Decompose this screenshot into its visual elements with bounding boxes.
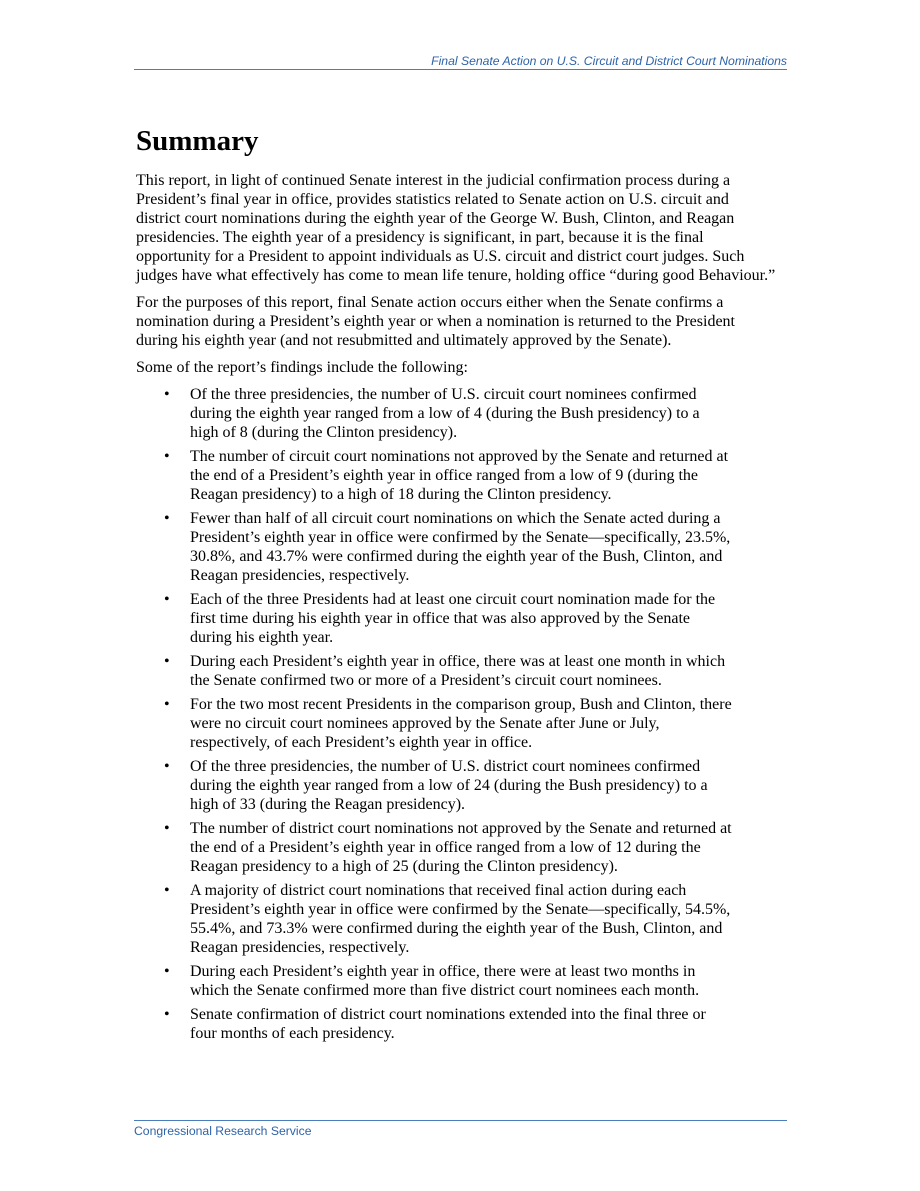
bullet-icon: •	[164, 696, 170, 713]
bullet-icon: •	[164, 653, 170, 670]
list-item: • The number of district court nominations not approved by the Senate and returned at the end of a President’s eighth year in office ranged from a low of 12 during the Reagan presidency to a high of 25 (during the Clinton presidency).	[164, 820, 732, 875]
bullet-icon: •	[164, 1006, 170, 1023]
summary-section	[136, 124, 776, 1048]
bullet-icon: •	[164, 882, 170, 899]
list-item: • Fewer than half of all circuit court nominations on which the Senate acted during a President’s eighth year in office were confirmed by the Senate—specifically, 23.5%, 30.8%, and 43.7% were confirmed during the eighth year of the Bush, Clinton, and Reagan presidencies, respectively.	[164, 510, 731, 584]
findings-list	[136, 385, 776, 1043]
bullet-icon: •	[164, 386, 170, 403]
list-item: • Each of the three Presidents had at least one circuit court nomination made for the first time during his eighth year in office that was also approved by the Senate during his eighth year.	[164, 591, 716, 646]
footer-organization: Congressional Research Service	[134, 1124, 312, 1138]
list-item: • A majority of district court nominations that received final action during each President’s eighth year in office were confirmed by the Senate—specifically, 54.5%, 55.4%, and 73.3% were confirmed during the eighth year of the Bush, Clinton, and Reagan presidencies, respectively.	[164, 882, 731, 956]
running-title: Final Senate Action on U.S. Circuit and District Court Nominations	[431, 54, 787, 68]
list-item: • The number of circuit court nominations not approved by the Senate and returned at the end of a President’s eighth year in office ranged from a low of 9 (during the Reagan presidency) to a high of 18 during the Clinton presidency.	[164, 448, 729, 503]
bullet-icon: •	[164, 820, 170, 837]
list-item: • For the two most recent Presidents in the comparison group, Bush and Clinton, there were no circuit court nominees approved by the Senate after June or July, respectively, of each President’s eighth year in office.	[164, 696, 732, 751]
bullet-icon: •	[164, 448, 170, 465]
running-header	[134, 53, 787, 70]
list-item: • During each President’s eighth year in office, there was at least one month in which the Senate confirmed two or more of a President’s circuit court nominees.	[164, 653, 726, 689]
bullet-icon: •	[164, 591, 170, 608]
page-footer	[134, 1120, 787, 1138]
definition-paragraph: For the purposes of this report, final Senate action occurs either when the Senate confirms a nomination during a President’s eighth year or when a nomination is returned to the President during his eighth year (and not resubmitted and ultimately approved by the Senate).	[136, 294, 735, 349]
intro-paragraph: This report, in light of continued Senate interest in the judicial confirmation process during a President’s final year in office, provides statistics related to Senate action on U.S. circuit and district court nominations during the eighth year of the George W. Bush, Clinton, and Reagan presidencies. The eighth year of a presidency is significant, in part, because it is the final opportunity for a President to appoint individuals as U.S. circuit and district court judges. Such judges have what effectively has come to mean life tenure, holding office “during good Behaviour.”	[136, 172, 776, 284]
section-heading: Summary	[136, 125, 259, 157]
list-item: • During each President’s eighth year in office, there were at least two months in which the Senate confirmed more than five district court nominees each month.	[164, 963, 700, 999]
list-item: • Senate confirmation of district court nominations extended into the final three or four months of each presidency.	[164, 1006, 706, 1042]
list-item: • Of the three presidencies, the number of U.S. circuit court nominees confirmed during the eighth year ranged from a low of 4 (during the Bush presidency) to a high of 8 (during the Clinton presidency).	[164, 386, 700, 441]
bullet-icon: •	[164, 758, 170, 775]
bullet-icon: •	[164, 510, 170, 527]
list-item: • Of the three presidencies, the number of U.S. district court nominees confirmed during the eighth year ranged from a low of 24 (during the Bush presidency) to a high of 33 (during the Reagan presidency).	[164, 758, 708, 813]
findings-lead-in: Some of the report’s findings include the following:	[136, 359, 468, 376]
bullet-icon: •	[164, 963, 170, 980]
